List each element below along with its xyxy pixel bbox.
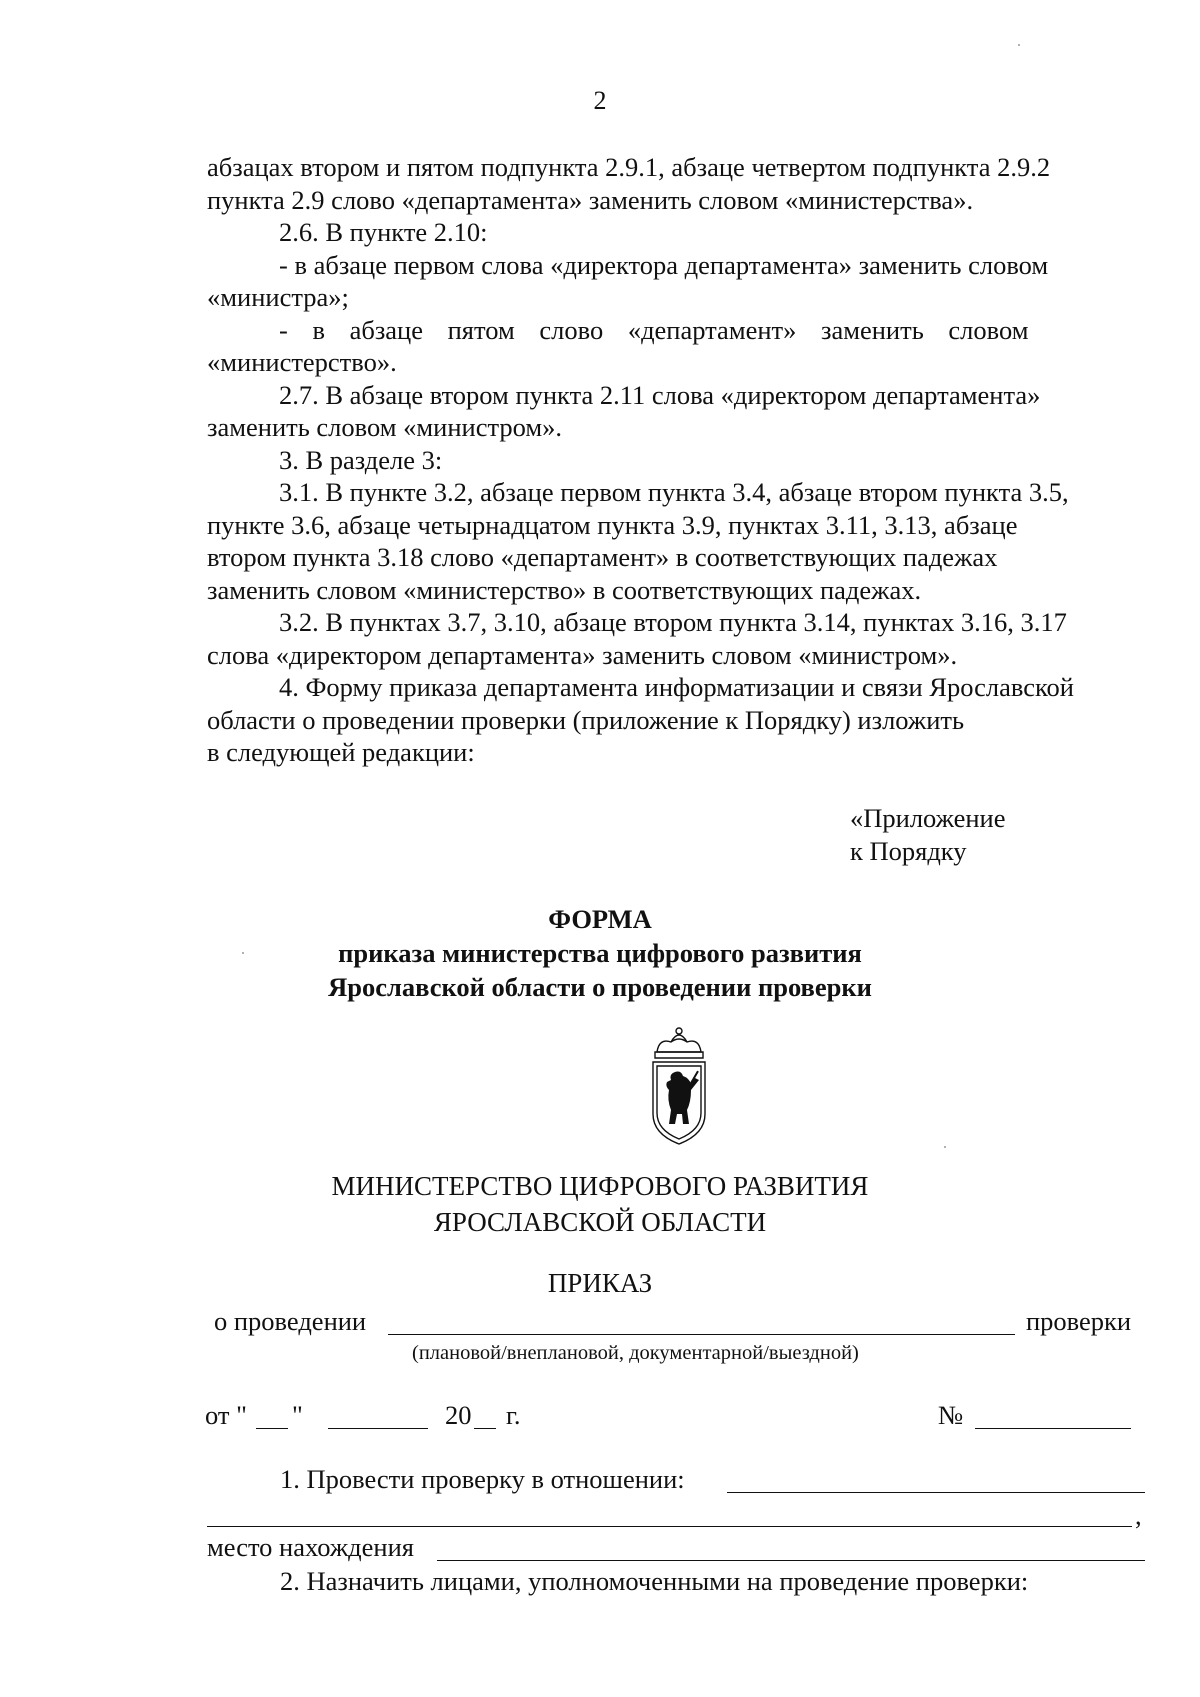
paragraph-line: пункта 2.9 слово «департамента» заменить словом «министерства». (207, 184, 974, 215)
paragraph-line: 4. Форму приказа департамента информатизации и связи Ярославской (279, 672, 1074, 702)
location-label: место нахождения (207, 1532, 414, 1562)
paragraph-line: области о проведении проверки (приложение к Порядку) изложить (207, 704, 965, 735)
order-number-field[interactable] (975, 1428, 1131, 1429)
ministry-line: МИНИСТЕРСТВО ЦИФРОВОГО РАЗВИТИЯ (331, 1171, 869, 1201)
location-field[interactable] (437, 1560, 1145, 1561)
paragraph-line: пункте 3.6, абзаце четырнадцатом пункта 3.9, пунктах 3.11, 3.13, абзаце (207, 509, 1018, 540)
paragraph-line: 3.2. В пунктах 3.7, 3.10, абзаце втором пункта 3.14, пунктах 3.16, 3.17 (279, 607, 1067, 637)
paragraph-line: слова «директором департамента» заменить словом «министром». (207, 639, 958, 670)
paragraph-line: - в абзаце первом слова «директора департамента» заменить словом (279, 249, 1049, 280)
date-month-field[interactable] (328, 1428, 428, 1429)
appendix-line: к Порядку (850, 836, 967, 866)
appendix-reference (850, 802, 1005, 868)
form-heading: ФОРМА (548, 904, 652, 934)
date-day-field[interactable] (256, 1428, 288, 1429)
paragraph-line: 3.1. В пункте 3.2, абзаце первом пункта 3.4, абзаце втором пункта 3.5, (279, 477, 1069, 507)
page-number: 2 (593, 86, 607, 115)
item-1-text: 1. Провести проверку в отношении: (280, 1464, 685, 1494)
number-sign: № (938, 1400, 964, 1430)
paragraph-line: втором пункта 3.18 слово «департамент» в соответствующих падежах (207, 542, 998, 572)
scan-speck (944, 1146, 946, 1148)
comma: , (1135, 1500, 1142, 1530)
form-subheading: Ярославской области о проведении проверки (328, 972, 872, 1002)
coat-of-arms-emblem (633, 1022, 725, 1147)
paragraph-line: 3. В разделе 3: (279, 444, 443, 475)
paragraph-line: 2.6. В пункте 2.10: (279, 217, 488, 247)
form-subheading: приказа министерства цифрового развития (338, 938, 862, 968)
paragraph-line: заменить словом «министерство» в соответствующих падежах. (207, 574, 922, 605)
scan-speck (1018, 44, 1020, 46)
paragraph-line: заменить словом «министром». (207, 412, 562, 442)
appendix-line: «Приложение (850, 803, 1006, 833)
paragraph-line: абзацах втором и пятом подпункта 2.9.1, абзаце четвертом подпункта 2.9.2 (207, 152, 1051, 182)
paragraph-line: 2.7. В абзаце втором пункта 2.11 слова «директором департамента» (279, 379, 1041, 410)
conduct-suffix: проверки (1026, 1306, 1132, 1336)
amendment-text (207, 151, 1147, 769)
date-quote: " (292, 1400, 303, 1430)
ministry-name (0, 1168, 1200, 1240)
inspected-entity-field[interactable] (727, 1492, 1145, 1493)
order-title: ПРИКАЗ (547, 1268, 653, 1298)
check-type-field[interactable] (388, 1334, 1015, 1335)
scan-speck (242, 952, 244, 954)
paragraph-line: «министра»; (207, 282, 349, 312)
check-type-caption: (плановой/внеплановой, документарной/выездной) (412, 1342, 859, 1364)
paragraph-line: - в абзаце пятом слово «департамент» заменить словом (279, 314, 1029, 345)
item-2-text: 2. Назначить лицами, уполномоченными на проведение проверки: (280, 1566, 1029, 1596)
conduct-prefix: о проведении (214, 1306, 367, 1336)
paragraph-line: в следующей редакции: (207, 737, 475, 767)
paragraph-line: «министерство». (207, 347, 397, 377)
year-suffix: г. (506, 1400, 521, 1430)
date-year-field[interactable] (474, 1428, 496, 1429)
year-prefix: 20 (445, 1400, 472, 1430)
date-prefix: от " (205, 1400, 247, 1430)
ministry-line: ЯРОСЛАВСКОЙ ОБЛАСТИ (433, 1207, 767, 1237)
inspected-entity-field-continued[interactable] (207, 1526, 1132, 1527)
